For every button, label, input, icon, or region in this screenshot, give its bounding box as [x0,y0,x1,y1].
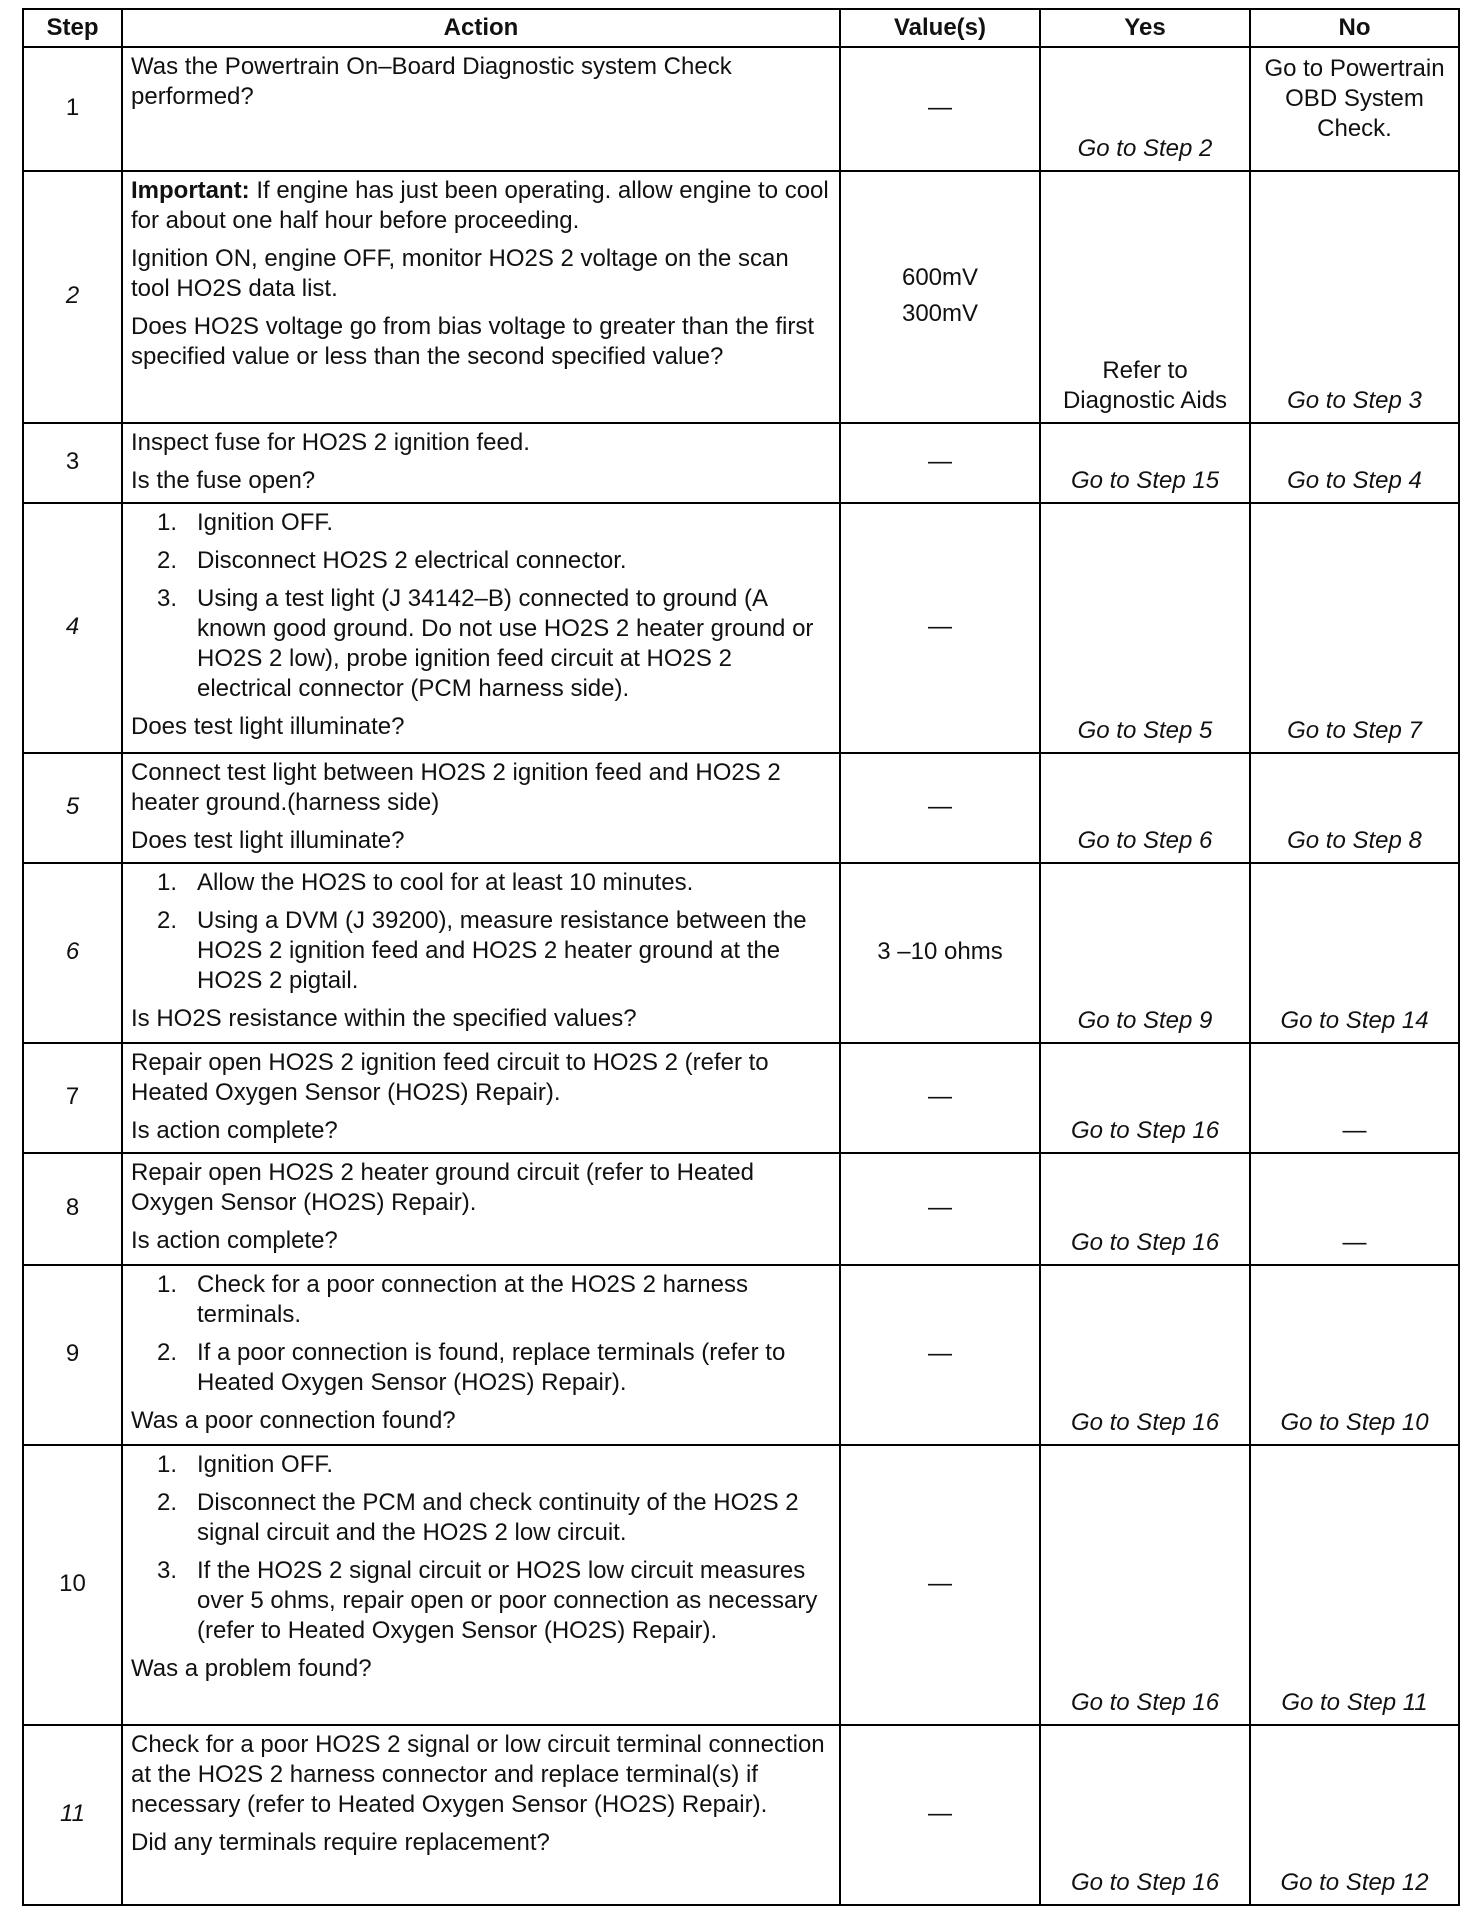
no-cell: Go to Step 14 [1250,863,1459,1043]
list-item-text: Disconnect HO2S 2 electrical connector. [197,547,627,574]
value-text: — [928,613,952,640]
action-text: Repair open HO2S 2 heater ground circuit (refer to Heated Oxygen Sensor (HO2S) Repair). [131,1159,755,1216]
yes-cell: Go to Step 16 [1040,1043,1250,1153]
list-item-text: Check for a poor connection at the HO2S 2 harness terminals. [197,1271,748,1328]
step-number: 9 [23,1265,122,1445]
action-cell [122,1265,840,1445]
value-text: — [928,448,952,475]
value-cell [840,1153,1040,1265]
no-cell: Go to Step 10 [1250,1265,1459,1445]
diagnostic-table [22,8,1460,1906]
list-item-text: Allow the HO2S to cool for at least 10 minutes. [197,869,694,896]
value-text: — [928,94,952,121]
action-list [131,508,831,704]
yes-cell: Go to Step 16 [1040,1445,1250,1725]
action-text: Ignition ON, engine OFF, monitor HO2S 2 voltage on the scan tool HO2S data list. [131,245,789,302]
value-cell [840,1265,1040,1445]
action-text: Was the Powertrain On–Board Diagnostic system Check performed? [131,53,732,110]
header-no: No [1250,9,1459,47]
value-text: 300mV [901,300,979,327]
value-cell [840,1043,1040,1153]
list-item-text: Ignition OFF. [197,509,334,536]
yes-cell: Go to Step 16 [1040,1725,1250,1905]
table-row [23,503,1459,753]
action-text: Check for a poor HO2S 2 signal or low circuit terminal connection at the HO2S 2 harness connector and replace terminal(s) if necessary (refer to Heated Oxygen Sensor (HO2S) Repair). [131,1731,825,1818]
value-cell [840,171,1040,423]
header-row [23,9,1459,47]
table-row [23,753,1459,863]
action-text: Repair open HO2S 2 ignition feed circuit to HO2S 2 (refer to Heated Oxygen Sensor (HO2S) Repair). [131,1049,769,1106]
list-item-text: If a poor connection is found, replace terminals (refer to Heated Oxygen Sensor (HO2S) Repair). [197,1339,786,1396]
action-question: Is HO2S resistance within the specified values? [131,1005,637,1032]
value-cell [840,47,1040,171]
step-number: 1 [23,47,122,171]
list-item-text: Ignition OFF. [197,1451,334,1478]
list-item: 2. If a poor connection is found, replace terminals (refer to Heated Oxygen Sensor (HO2S) Repair). [157,1339,786,1396]
step-number: 5 [23,753,122,863]
yes-cell: Go to Step 2 [1040,47,1250,171]
value-cell [840,423,1040,503]
action-cell [122,753,840,863]
table-row [23,1725,1459,1905]
action-text: Connect test light between HO2S 2 ignition feed and HO2S 2 heater ground.(harness side) [131,759,781,816]
list-item-text: Disconnect the PCM and check continuity of the HO2S 2 signal circuit and the HO2S 2 low circuit. [197,1489,799,1546]
yes-cell: Go to Step 9 [1040,863,1250,1043]
step-number: 3 [23,423,122,503]
value-text: — [928,1800,952,1827]
value-text: — [928,1340,952,1367]
list-item: 2. Disconnect the PCM and check continuity of the HO2S 2 signal circuit and the HO2S 2 low circuit. [157,1489,799,1546]
action-question: Is action complete? [131,1117,338,1144]
action-question: Does test light illuminate? [131,827,405,854]
no-cell: — [1250,1043,1459,1153]
table-row [23,47,1459,171]
action-question: Does test light illuminate? [131,713,405,740]
list-item-text: Using a test light (J 34142–B) connected to ground (A known good ground. Do not use HO2S 2 heater ground or HO2S 2 low), probe ignition feed circuit at HO2S 2 electrical connector (PCM harness side). [197,585,814,702]
action-cell [122,1725,840,1905]
header-yes: Yes [1040,9,1250,47]
yes-cell: Refer to Diagnostic Aids [1040,171,1250,423]
value-text: 600mV [901,264,979,291]
list-item-text: Using a DVM (J 39200), measure resistance between the HO2S 2 ignition feed and HO2S 2 heater ground at the HO2S 2 pigtail. [197,907,807,994]
action-question: Is action complete? [131,1227,338,1254]
step-number: 10 [23,1445,122,1725]
no-cell: Go to Step 7 [1250,503,1459,753]
list-item: 3. If the HO2S 2 signal circuit or HO2S low circuit measures over 5 ohms, repair open or poor connection as necessary (refer to Heated Oxygen Sensor (HO2S) Repair). [157,1557,818,1644]
value-text: — [928,793,952,820]
list-item-text: If the HO2S 2 signal circuit or HO2S low circuit measures over 5 ohms, repair open or poor connection as necessary (refer to Heated Oxygen Sensor (HO2S) Repair). [197,1557,818,1644]
yes-cell: Go to Step 15 [1040,423,1250,503]
no-cell: Go to Step 8 [1250,753,1459,863]
action-cell [122,1043,840,1153]
list-item: 1. Ignition OFF. [157,1451,334,1478]
action-text: Inspect fuse for HO2S 2 ignition feed. [131,429,530,456]
step-number: 7 [23,1043,122,1153]
action-cell [122,503,840,753]
list-item: 3. Using a test light (J 34142–B) connected to ground (A known good ground. Do not use HO2S 2 heater ground or HO2S 2 low), probe ignition feed circuit at HO2S 2 electrical connector (PCM harness side). [157,585,814,702]
step-number: 6 [23,863,122,1043]
action-cell [122,1153,840,1265]
list-item: 1. Check for a poor connection at the HO2S 2 harness terminals. [157,1271,748,1328]
action-list [131,868,831,996]
value-cell [840,1725,1040,1905]
value-cell [840,1445,1040,1725]
action-cell [122,423,840,503]
value-cell [840,503,1040,753]
no-cell: Go to Step 11 [1250,1445,1459,1725]
action-cell [122,171,840,423]
header-value: Value(s) [840,9,1040,47]
action-question: Is the fuse open? [131,467,316,494]
no-cell: Go to Powertrain OBD System Check. [1250,47,1459,171]
important-label: Important: [131,177,250,204]
yes-cell: Go to Step 16 [1040,1265,1250,1445]
step-number: 2 [23,171,122,423]
value-text: — [928,1570,952,1597]
important-text: If engine has just been operating. allow engine to cool for about one half hour before proceeding. [131,177,829,234]
table-row [23,1153,1459,1265]
value-cell [840,753,1040,863]
step-number: 4 [23,503,122,753]
list-item: 2. Disconnect HO2S 2 electrical connector. [157,547,627,574]
value-text: — [928,1083,952,1110]
value-cell [840,863,1040,1043]
no-cell: Go to Step 4 [1250,423,1459,503]
table-row [23,423,1459,503]
no-cell: — [1250,1153,1459,1265]
action-question: Was a poor connection found? [131,1407,456,1434]
table-row [23,863,1459,1043]
important-note [131,176,831,236]
action-cell [122,863,840,1043]
table-row [23,171,1459,423]
value-text: 3 –10 ohms [877,938,1003,965]
step-number: 11 [23,1725,122,1905]
yes-cell: Go to Step 16 [1040,1153,1250,1265]
action-list [131,1450,831,1646]
no-cell: Go to Step 3 [1250,171,1459,423]
action-cell [122,1445,840,1725]
list-item: 2. Using a DVM (J 39200), measure resistance between the HO2S 2 ignition feed and HO2S 2 heater ground at the HO2S 2 pigtail. [157,907,807,994]
list-item: 1. Ignition OFF. [157,509,334,536]
action-question: Does HO2S voltage go from bias voltage to greater than the first specified value or less than the second specified value? [131,313,815,370]
action-cell [122,47,840,171]
no-cell: Go to Step 12 [1250,1725,1459,1905]
table-row [23,1043,1459,1153]
header-action: Action [122,9,840,47]
table-row [23,1265,1459,1445]
action-list [131,1270,831,1398]
action-question: Was a problem found? [131,1655,372,1682]
step-number: 8 [23,1153,122,1265]
header-step: Step [23,9,122,47]
yes-cell: Go to Step 6 [1040,753,1250,863]
value-text: — [928,1194,952,1221]
table-row [23,1445,1459,1725]
list-item: 1. Allow the HO2S to cool for at least 10 minutes. [157,869,694,896]
yes-cell: Go to Step 5 [1040,503,1250,753]
action-question: Did any terminals require replacement? [131,1829,550,1856]
